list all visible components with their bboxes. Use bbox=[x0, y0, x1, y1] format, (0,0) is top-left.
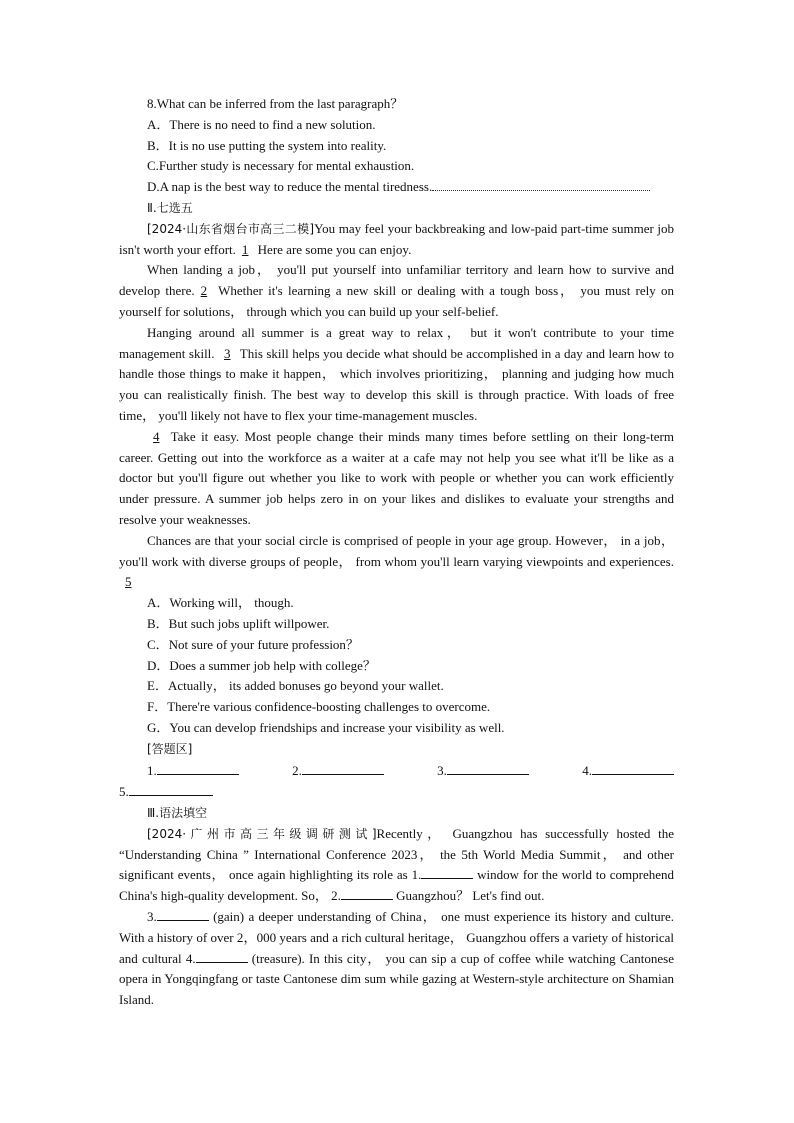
option-c: C.Further study is necessary for mental exhaustion. bbox=[147, 158, 415, 174]
option-d-text: D.A nap is the best way to reduce the mental tiredness. bbox=[147, 179, 433, 195]
answer-slot-5[interactable]: 5. bbox=[119, 781, 674, 803]
answer-slot-1[interactable]: 1. bbox=[147, 760, 292, 782]
options-list bbox=[119, 593, 674, 739]
section-heading: Ⅲ.语法填空 bbox=[147, 806, 208, 821]
blank-4: 4 bbox=[153, 428, 160, 444]
blank-3: 3 bbox=[224, 345, 231, 361]
paragraph-2: When landing a job， you'll put yourself into unfamiliar territory and learn how to survive and develop there. 2 Whether it's learning a new skill or dealing with a tough boss， you must rely on yourself for solutions， through which you can build up your self-belief. bbox=[119, 262, 674, 319]
question-stem: 8.What can be inferred from the last paragraph？ bbox=[147, 96, 404, 111]
option-b: B．It is no use putting the system into reality. bbox=[147, 137, 387, 153]
option-a: A．There is no need to find a new solution. bbox=[147, 116, 376, 132]
option-b: B．But such jobs uplift willpower. bbox=[147, 615, 330, 631]
answer-row bbox=[119, 760, 674, 782]
option-d: D．Does a summer job help with college？ bbox=[147, 657, 376, 673]
blank-3[interactable] bbox=[157, 907, 209, 921]
source-note: [2024·山东省烟台市高三二模] bbox=[147, 221, 315, 236]
blank-2[interactable] bbox=[341, 886, 393, 900]
paragraph-5: Chances are that your social circle is comprised of people in your age group. However， in a job， you'll work with diverse groups of people， from whom you'll learn varying viewpoints and experiences. 5 bbox=[119, 532, 674, 590]
blank-4[interactable] bbox=[196, 949, 248, 963]
paragraph-1: [2024·山东省烟台市高三二模]You may feel your backbreaking and low-paid part-time summer job isn't worth your effort. 1 Here are some you can enjoy. bbox=[119, 220, 674, 257]
blank-2: 2 bbox=[200, 283, 208, 299]
passage-seven-choose-five bbox=[119, 219, 674, 593]
paragraph-3: Hanging around all summer is a great way to relax， but it won't contribute to your time management skill. 3 This skill helps you decide what should be accomplished in a day and learn how to handle those things to make it happen， which involves prioritizing， planning and judging how much you can realistically finish. The best way to develop this skill is through practice. With loads of free time， you'll likely not have to flex your time-management muscles. bbox=[119, 324, 674, 423]
answer-slot-3[interactable]: 3. bbox=[437, 760, 582, 782]
option-f: F．There're various confidence-boosting challenges to overcome. bbox=[147, 699, 491, 715]
paragraph-4: 4 Take it easy. Most people change their minds many times before settling on their long-term career. Getting out into the workforce as a waiter at a cafe may not help you see what it'll be like as a doctor but you'll figure out whether you like to work with people or whether you can work efficiently under pressure. A summer job helps zero in on your likes and dislikes to evaluate your strengths and resolve your weaknesses. bbox=[119, 428, 674, 527]
paragraph-1: [2024·广州市高三年级调研测试]Recently， Guangzhou has successfully hosted the “Understanding China ” International Conference 2023， the 5th World Media Summit， and other significant events， once again highlighting its role as 1. window for the world to comprehend China's high-quality development. So， 2. Guangzhou？ Let's find out. bbox=[119, 825, 674, 904]
paragraph-2: 3. (gain) a deeper understanding of China， one must experience its history and culture. With a history of over 2，000 years and a rich cultural heritage， Guangzhou offers a variety of historical and cultural 4. (treasure). In this city， you can sip a cup of coffee while watching Cantonese opera in Yongqingfang or taste Cantonese dim sum while gazing at Western-style architecture on Shamian Island. bbox=[119, 909, 674, 1008]
option-a: A．Working will， though. bbox=[147, 595, 294, 611]
question-8 bbox=[119, 94, 674, 198]
answer-slot-4[interactable]: 4. bbox=[582, 760, 674, 782]
section-heading: Ⅱ.七选五 bbox=[147, 200, 193, 215]
passage-grammar-fill bbox=[119, 824, 674, 1011]
blank-5: 5 bbox=[125, 574, 132, 590]
dotted-rule bbox=[432, 178, 650, 191]
option-d bbox=[119, 177, 674, 198]
option-c: C．Not sure of your future profession？ bbox=[147, 636, 359, 652]
option-e: E．Actually， its added bonuses go beyond your wallet. bbox=[147, 678, 444, 694]
document-page bbox=[119, 94, 674, 1011]
answer-slot-2[interactable]: 2. bbox=[292, 760, 437, 782]
blank-1[interactable] bbox=[421, 865, 473, 879]
source-note: [2024·广州市高三年级调研测试] bbox=[147, 826, 377, 841]
answer-area-label: [答题区] bbox=[147, 741, 193, 756]
blank-1: 1 bbox=[241, 241, 249, 257]
option-g: G．You can develop friendships and increase your visibility as well. bbox=[147, 719, 505, 735]
